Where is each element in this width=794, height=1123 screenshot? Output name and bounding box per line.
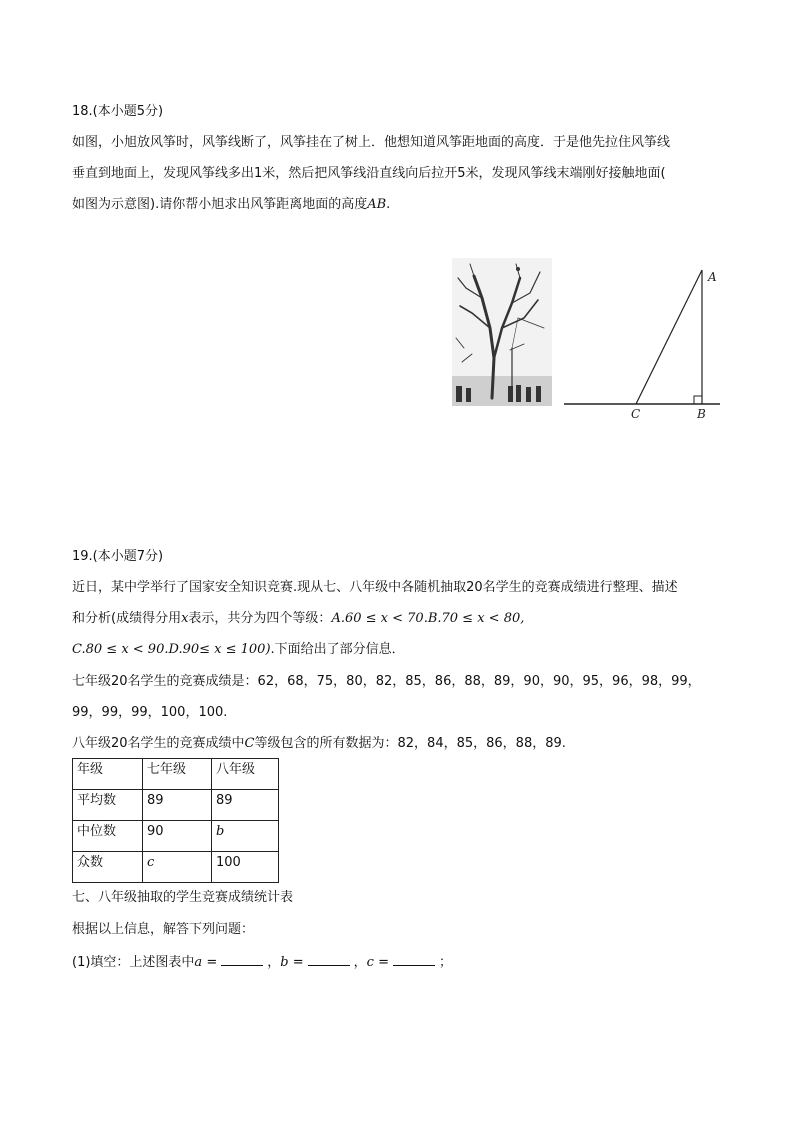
answer-blank-c[interactable] xyxy=(393,951,435,966)
q18-text-line3-pre: 如图为示意图).请你帮小旭求出风筝距离地面的高度 xyxy=(72,197,368,212)
q19-text-line3 xyxy=(72,640,405,660)
q19-text-line1: 近日，某中学举行了国家安全知识竞赛.现从七、八年级中各随机抽取20名学生的竞赛成绩进行整理、描述 xyxy=(72,580,678,595)
q19-part1-pre: (1)填空：上述图表中 xyxy=(72,955,195,970)
q19-grade8-var: C xyxy=(244,736,255,751)
answer-blank-b[interactable] xyxy=(308,951,350,966)
table-header-cell: 八年级 xyxy=(212,759,279,790)
q18-text-line1: 如图，小旭放风筝时，风筝线断了，风筝挂在了树上．他想知道风筝距地面的高度．于是他先拉住风筝线 xyxy=(72,135,671,150)
label-b: B xyxy=(697,407,706,421)
q19-line2-mid: 表示，共分为四个等级： xyxy=(188,611,332,626)
equals-sign: = xyxy=(206,955,218,970)
table-cell: 中位数 xyxy=(73,821,143,852)
var-c: c xyxy=(366,955,374,970)
equals-sign: = xyxy=(292,955,304,970)
q19-grade8-scores xyxy=(72,734,566,754)
table-cell: b xyxy=(212,821,279,852)
kite-geometry-diagram xyxy=(560,262,726,424)
table-row xyxy=(73,852,279,883)
q18-text-line2: 垂直到地面上，发现风筝线多出1米，然后把风筝线沿直线向后拉开5米，发现风筝线末端刚好接触地面( xyxy=(72,166,666,181)
comma: ， xyxy=(353,955,367,970)
q19-grade7-scores-cont: 99，99，99，100，100. xyxy=(72,705,228,720)
table-row xyxy=(73,821,279,852)
var-a: a xyxy=(194,955,203,970)
table-cell: 89 xyxy=(143,790,212,821)
q19-header: 19.(本小题7分) xyxy=(72,549,164,564)
stats-table xyxy=(72,758,279,883)
q19-part1 xyxy=(72,951,452,973)
q19-table-caption: 七、八年级抽取的学生竞赛成绩统计表 xyxy=(72,890,294,905)
var-b: b xyxy=(280,955,289,970)
q19-line2-math: A.60 ≤ x < 70.B.70 ≤ x < 80, xyxy=(331,611,525,626)
table-cell: c xyxy=(143,852,212,883)
table-header-row xyxy=(73,759,279,790)
table-cell: 平均数 xyxy=(73,790,143,821)
equals-sign: = xyxy=(378,955,389,970)
q19-var-x: x xyxy=(181,611,189,626)
q18-text-line3 xyxy=(72,195,390,215)
q19-line3-post: .下面给出了部分信息． xyxy=(270,642,405,657)
semicolon: ； xyxy=(438,955,452,970)
q18-text-line3-post: . xyxy=(386,197,391,212)
label-a: A xyxy=(708,270,717,284)
q19-prompt: 根据以上信息，解答下列问题： xyxy=(72,922,255,937)
label-c: C xyxy=(631,407,641,421)
table-cell: 众数 xyxy=(73,852,143,883)
q18-math-ab: AB xyxy=(367,197,387,212)
comma: ， xyxy=(267,955,281,970)
answer-blank-a[interactable] xyxy=(221,951,263,966)
table-header-cell: 年级 xyxy=(73,759,143,790)
table-cell: 100 xyxy=(212,852,279,883)
q19-line2-pre: 和分析(成绩得分用 xyxy=(72,611,182,626)
kite-tree-photo xyxy=(452,258,552,406)
q18-header: 18.(本小题5分) xyxy=(72,104,164,119)
table-cell: 89 xyxy=(212,790,279,821)
right-angle-marker xyxy=(694,396,702,404)
q19-grade8-post: 等级包含的所有数据为：82，84，85，86，88，89. xyxy=(254,736,566,751)
table-row xyxy=(73,790,279,821)
q19-line3-math: C.80 ≤ x < 90.D.90≤ x ≤ 100) xyxy=(72,642,271,657)
q19-grade8-pre: 八年级20名学生的竞赛成绩中 xyxy=(72,736,245,751)
segment-ac xyxy=(636,270,702,404)
q19-text-line2 xyxy=(72,609,524,629)
table-cell: 90 xyxy=(143,821,212,852)
q19-grade7-scores: 七年级20名学生的竞赛成绩是：62，68，75，80，82，85，86，88，89，90，90，95，96，98，99， xyxy=(72,674,701,689)
table-header-cell: 七年级 xyxy=(143,759,212,790)
